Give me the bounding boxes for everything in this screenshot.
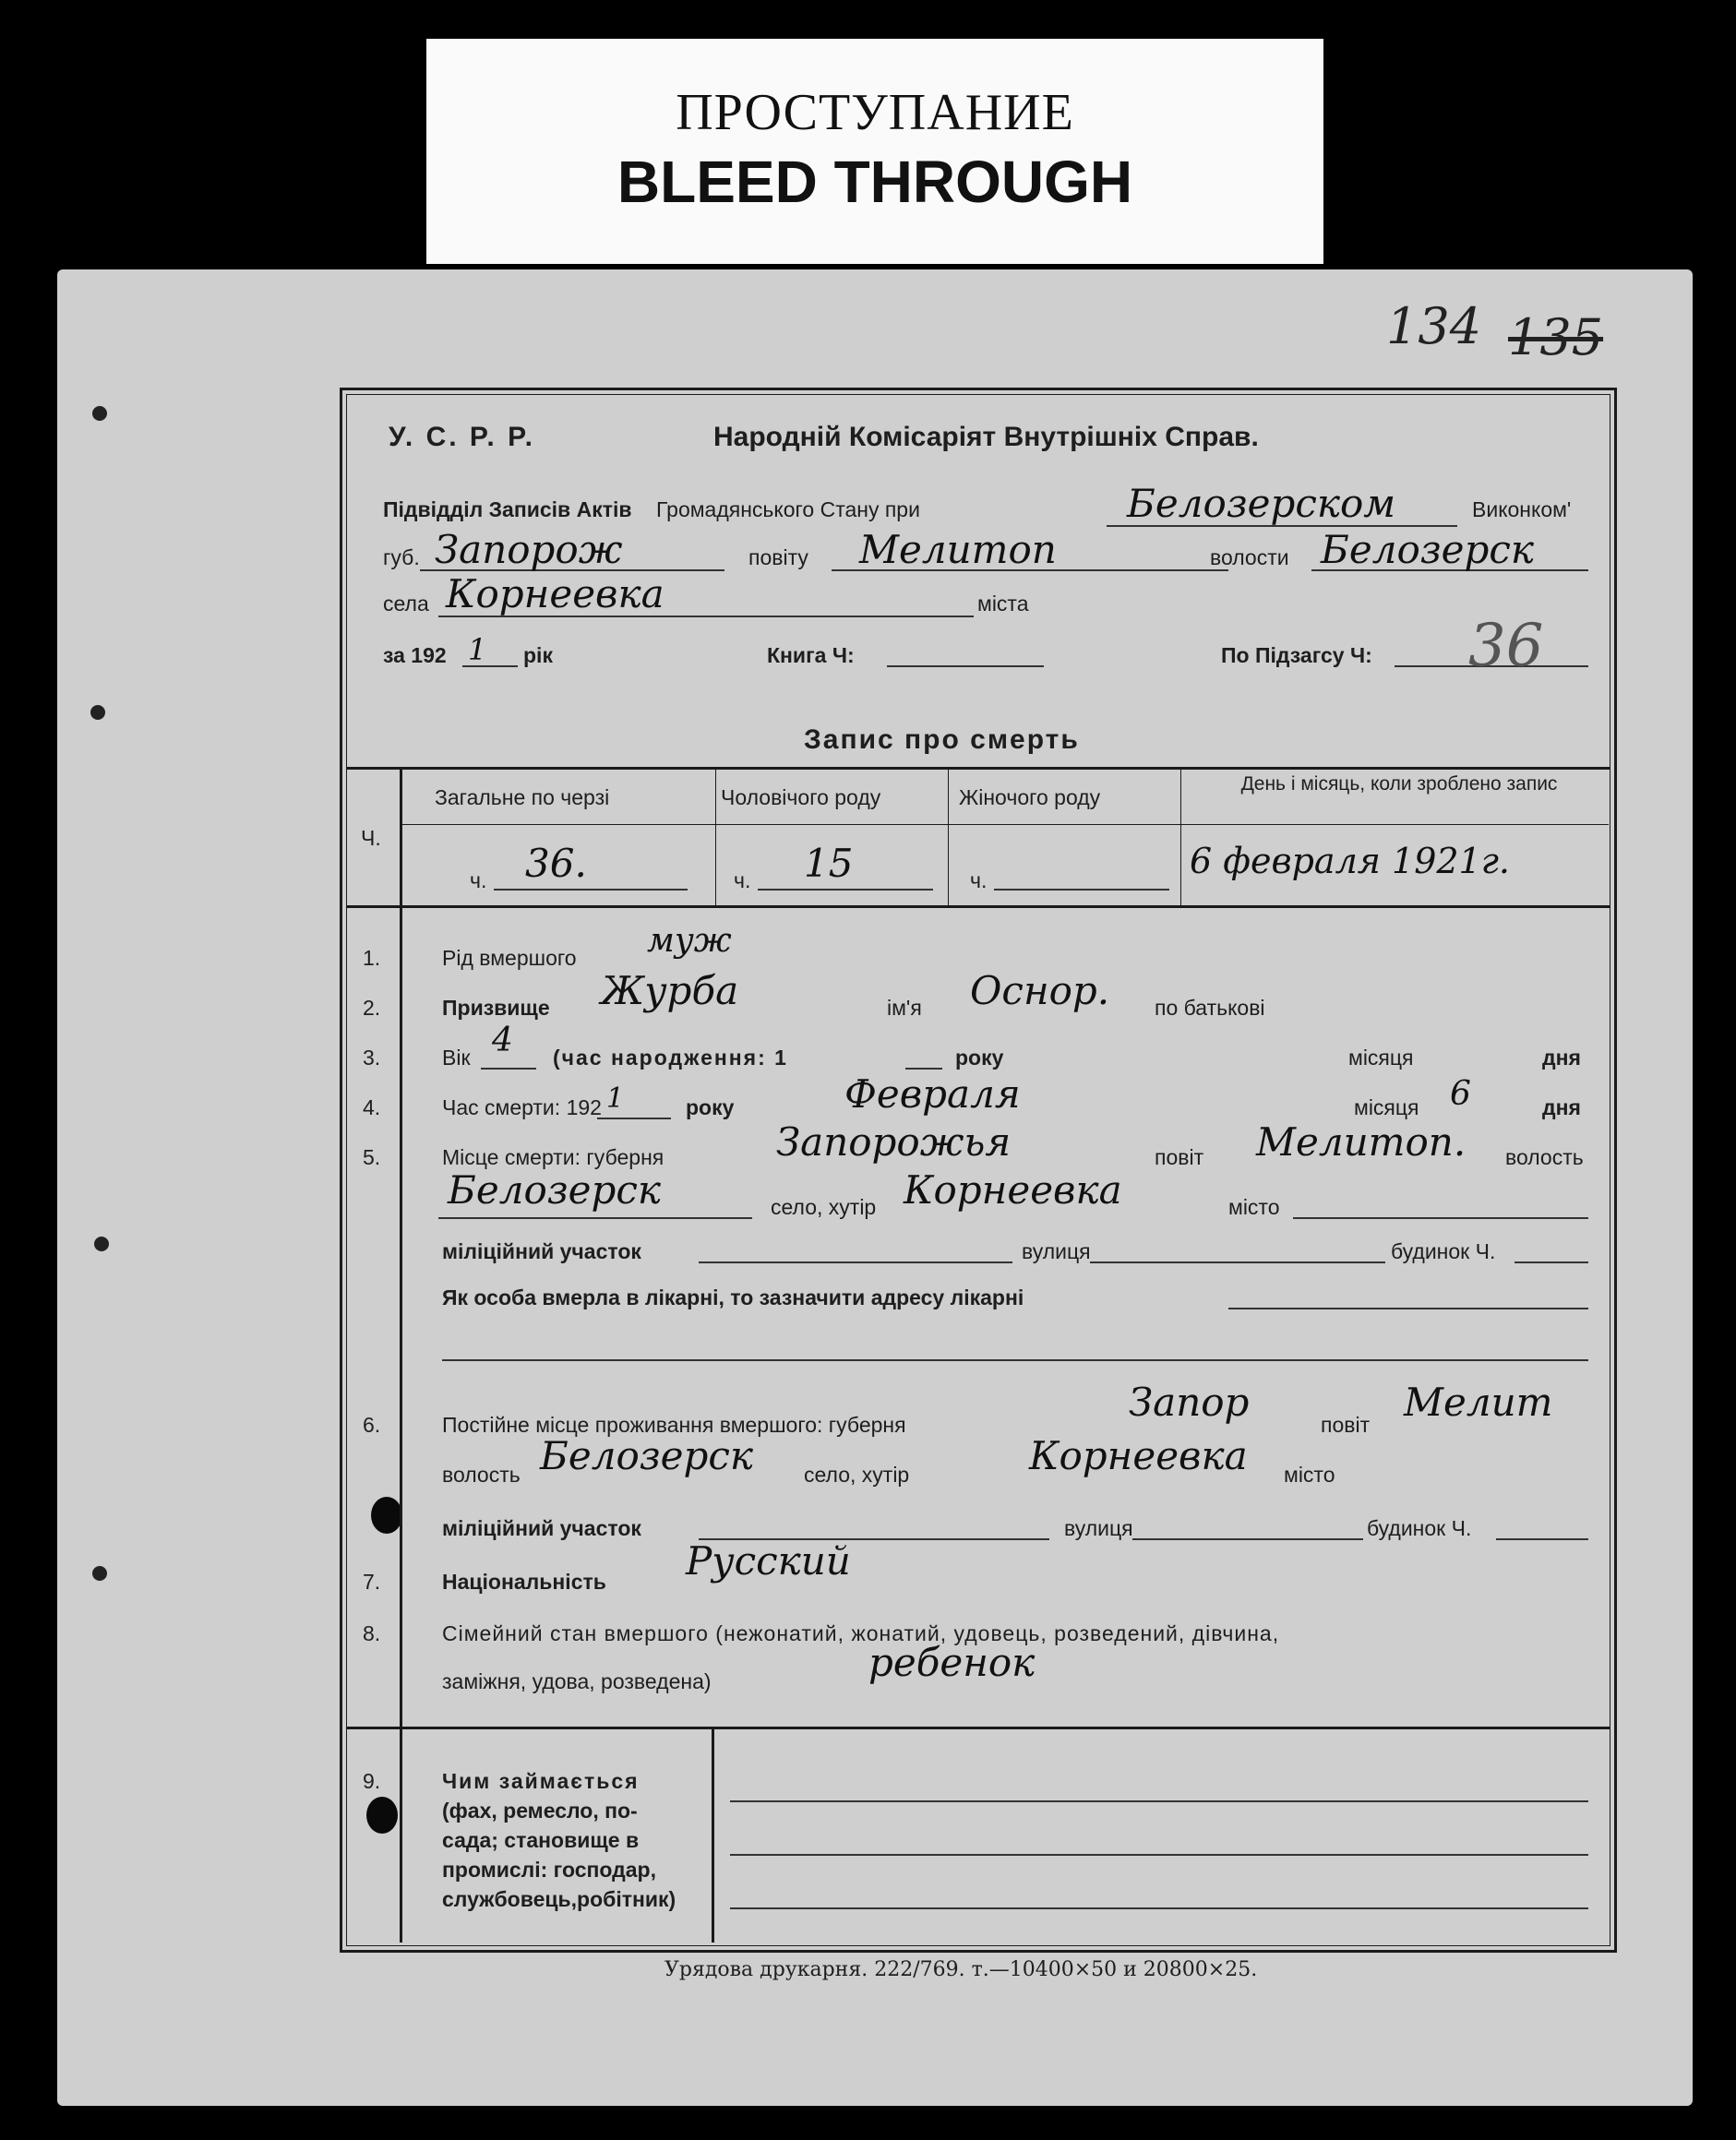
perm-gub: Запор xyxy=(1129,1380,1250,1425)
page-mark xyxy=(94,1237,109,1251)
commissariat-title: Народній Комісаріят Внутрішніх Справ. xyxy=(713,422,1259,452)
record-date: 6 февраля 1921г. xyxy=(1190,841,1511,881)
family-status-value: ребенок xyxy=(868,1640,1036,1685)
death-record-form: У. С. Р. Р. Народній Комісаріят Внутрішніх Справ. Підвідділ Записів Актів Громадянського Стану при Белозерском Виконком' губ. Запорож повіту Мелитоп волости Белозерск села Корнеевка міста за 192 1 рік Книга Ч: По Підзагсу Ч: 36 Запис про смерть Ч. Загальне по черзі Чоловічого роду Жіночого роду День і місяць, коли зроблено запис ч. 36. ч. 15 ч. 6 февраля 1921г. 1. 2. 3. 4. 5. 6. 7. 8. 9. Рід вмершого муж Призвище Журба ім'я Оснор. по батькові Вік 4 (час народження: 1 року місяця дня Час смерти: 192 1 року Февраля місяця 6 дня Місце смерти: губерня Запорожья повіт Мелитоп. волость Белозерск село, хутір Корнеевка місто міліційний участок вулиця будинок Ч. Як особа вмерла в лікарні, то зазначити адресу лікарні Постійне місце проживання вмершого: губерня Запор повіт Мелит волость Белозерск село, хутір Корнеевка місто міліційний участок вулиця будинок Ч. Національність Русский Сімейний стан вмершого (нежонатий, жонатий, удовець, розведений, дівчина, заміжня, удова, розведена) ребенок Чим займається (фах, ремесло, по- сада; становище в промислі: господар, службовець,робітник) xyxy=(340,388,1617,1953)
label-russian: ПРОСТУПАНИЕ xyxy=(676,84,1074,141)
col-date: День і місяць, коли зроблено запис xyxy=(1240,773,1558,795)
nationality-value: Русский xyxy=(686,1538,851,1584)
volost-value: Белозерск xyxy=(1321,527,1534,572)
povit-value: Мелитоп xyxy=(859,527,1057,572)
gub-value: Запорож xyxy=(435,527,623,572)
selo-value: Корнеевка xyxy=(446,571,664,616)
death-gub: Запорожья xyxy=(776,1119,1012,1165)
general-number: 36. xyxy=(525,841,587,886)
surname-value: Журба xyxy=(601,968,739,1013)
page-number: 134 xyxy=(1386,297,1482,355)
record-title: Запис про смерть xyxy=(804,724,1080,755)
ussr-header: У. С. Р. Р. xyxy=(389,422,535,452)
perm-povit: Мелит xyxy=(1404,1380,1553,1425)
label-english: BLEED THROUGH xyxy=(617,149,1133,215)
male-number: 15 xyxy=(804,841,854,886)
bleed-through-label xyxy=(426,39,1323,264)
page-number-struck: 135 xyxy=(1508,308,1604,366)
sub-number-value: 36 xyxy=(1468,612,1544,680)
death-volost: Белозерск xyxy=(448,1167,661,1213)
name-value: Оснор. xyxy=(970,968,1110,1013)
col-female: Жіночого роду xyxy=(959,785,1101,809)
subdivision-value: Белозерском xyxy=(1127,481,1396,526)
age-value: 4 xyxy=(492,1022,513,1059)
sex-value: муж xyxy=(647,922,732,960)
page-mark xyxy=(90,705,105,720)
col-general: Загальне по черзі xyxy=(435,785,610,809)
col-male: Чоловічого роду xyxy=(721,785,881,809)
perm-volost: Белозерск xyxy=(540,1433,753,1478)
death-month: Февраля xyxy=(844,1071,1021,1117)
death-povit: Мелитоп. xyxy=(1256,1119,1467,1165)
page-mark xyxy=(92,406,107,421)
perm-selo: Корнеевка xyxy=(1029,1433,1248,1478)
printer-imprint: Урядова друкарня. 222/769. т.—10400×50 и 20800×25. xyxy=(664,1958,1258,1981)
death-selo: Корнеевка xyxy=(904,1167,1122,1213)
page-mark xyxy=(92,1566,107,1581)
death-day: 6 xyxy=(1450,1075,1471,1113)
